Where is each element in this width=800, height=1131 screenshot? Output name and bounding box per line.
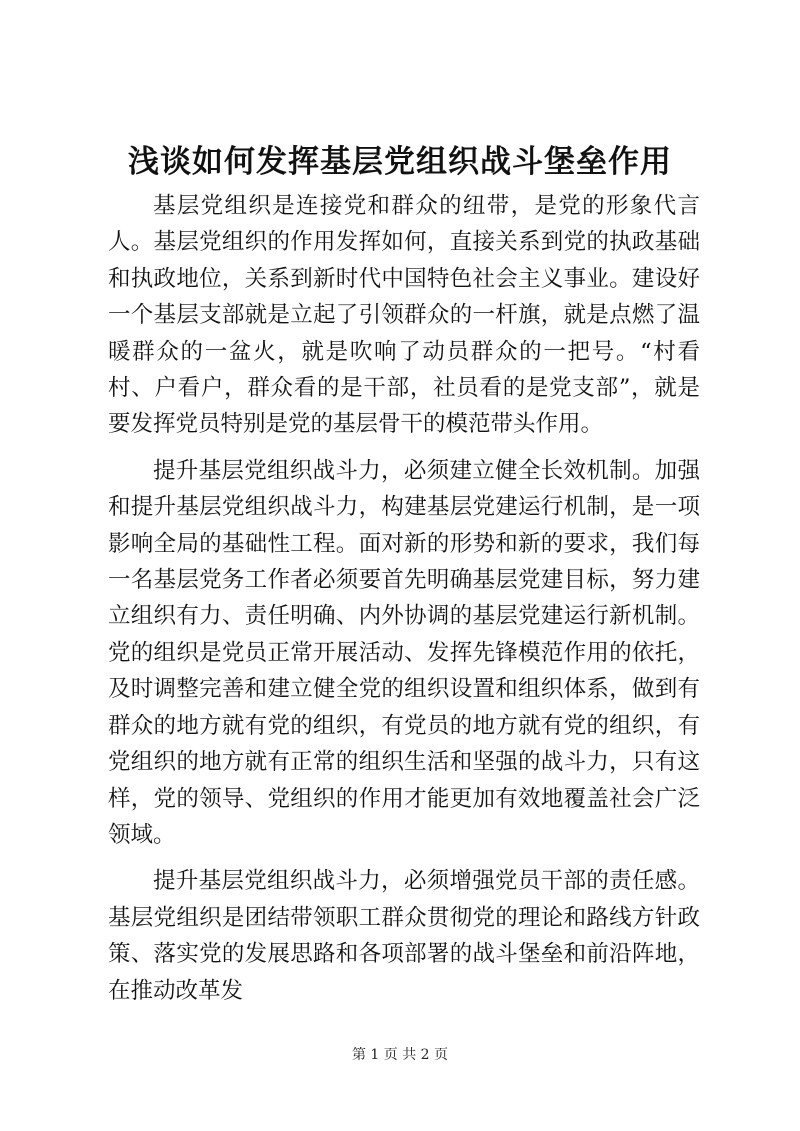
document-body: [108, 188, 700, 1019]
paragraph: 提升基层党组织战斗力，必须建立健全长效机制。加强和提升基层党组织战斗力，构建基层党建运行机制，是一项影响全局的基础性工程。面对新的形势和新的要求，我们每一名基层党务工作者必须要首先明确基层党建目标，努力建立组织有力、责任明确、内外协调的基层党建运行新机制。党的组织是党员正常开展活动、发挥先锋模范作用的依托，及时调整完善和建立健全党的组织设置和组织体系，做到有群众的地方就有党的组织，有党员的地方就有党的组织，有党组织的地方就有正常的组织生活和坚强的战斗力，只有这样，党的领导、党组织的作用才能更加有效地覆盖社会广泛领域。: [108, 457, 700, 848]
document-title: 浅谈如何发挥基层党组织战斗堡垒作用: [128, 144, 672, 180]
paragraph: 提升基层党组织战斗力，必须增强党员干部的责任感。基层党组织是团结带领职工群众贯彻党的理论和路线方针政策、落实党的发展思路和各项部署的战斗堡垒和前沿阵地，在推动改革发: [108, 868, 700, 1004]
page-footer: 第 1 页 共 2 页: [351, 1047, 449, 1063]
paragraph: 基层党组织是连接党和群众的纽带，是党的形象代言人。基层党组织的作用发挥如何，直接关系到党的执政基础和执政地位，关系到新时代中国特色社会主义事业。建设好一个基层支部就是立起了引领群众的一杆旗，就是点燃了温暖群众的一盆火，就是吹响了动员群众的一把号。“村看村、户看户，群众看的是干部，社员看的是党支部”，就是要发挥党员特别是党的基层骨干的模范带头作用。: [108, 193, 700, 438]
